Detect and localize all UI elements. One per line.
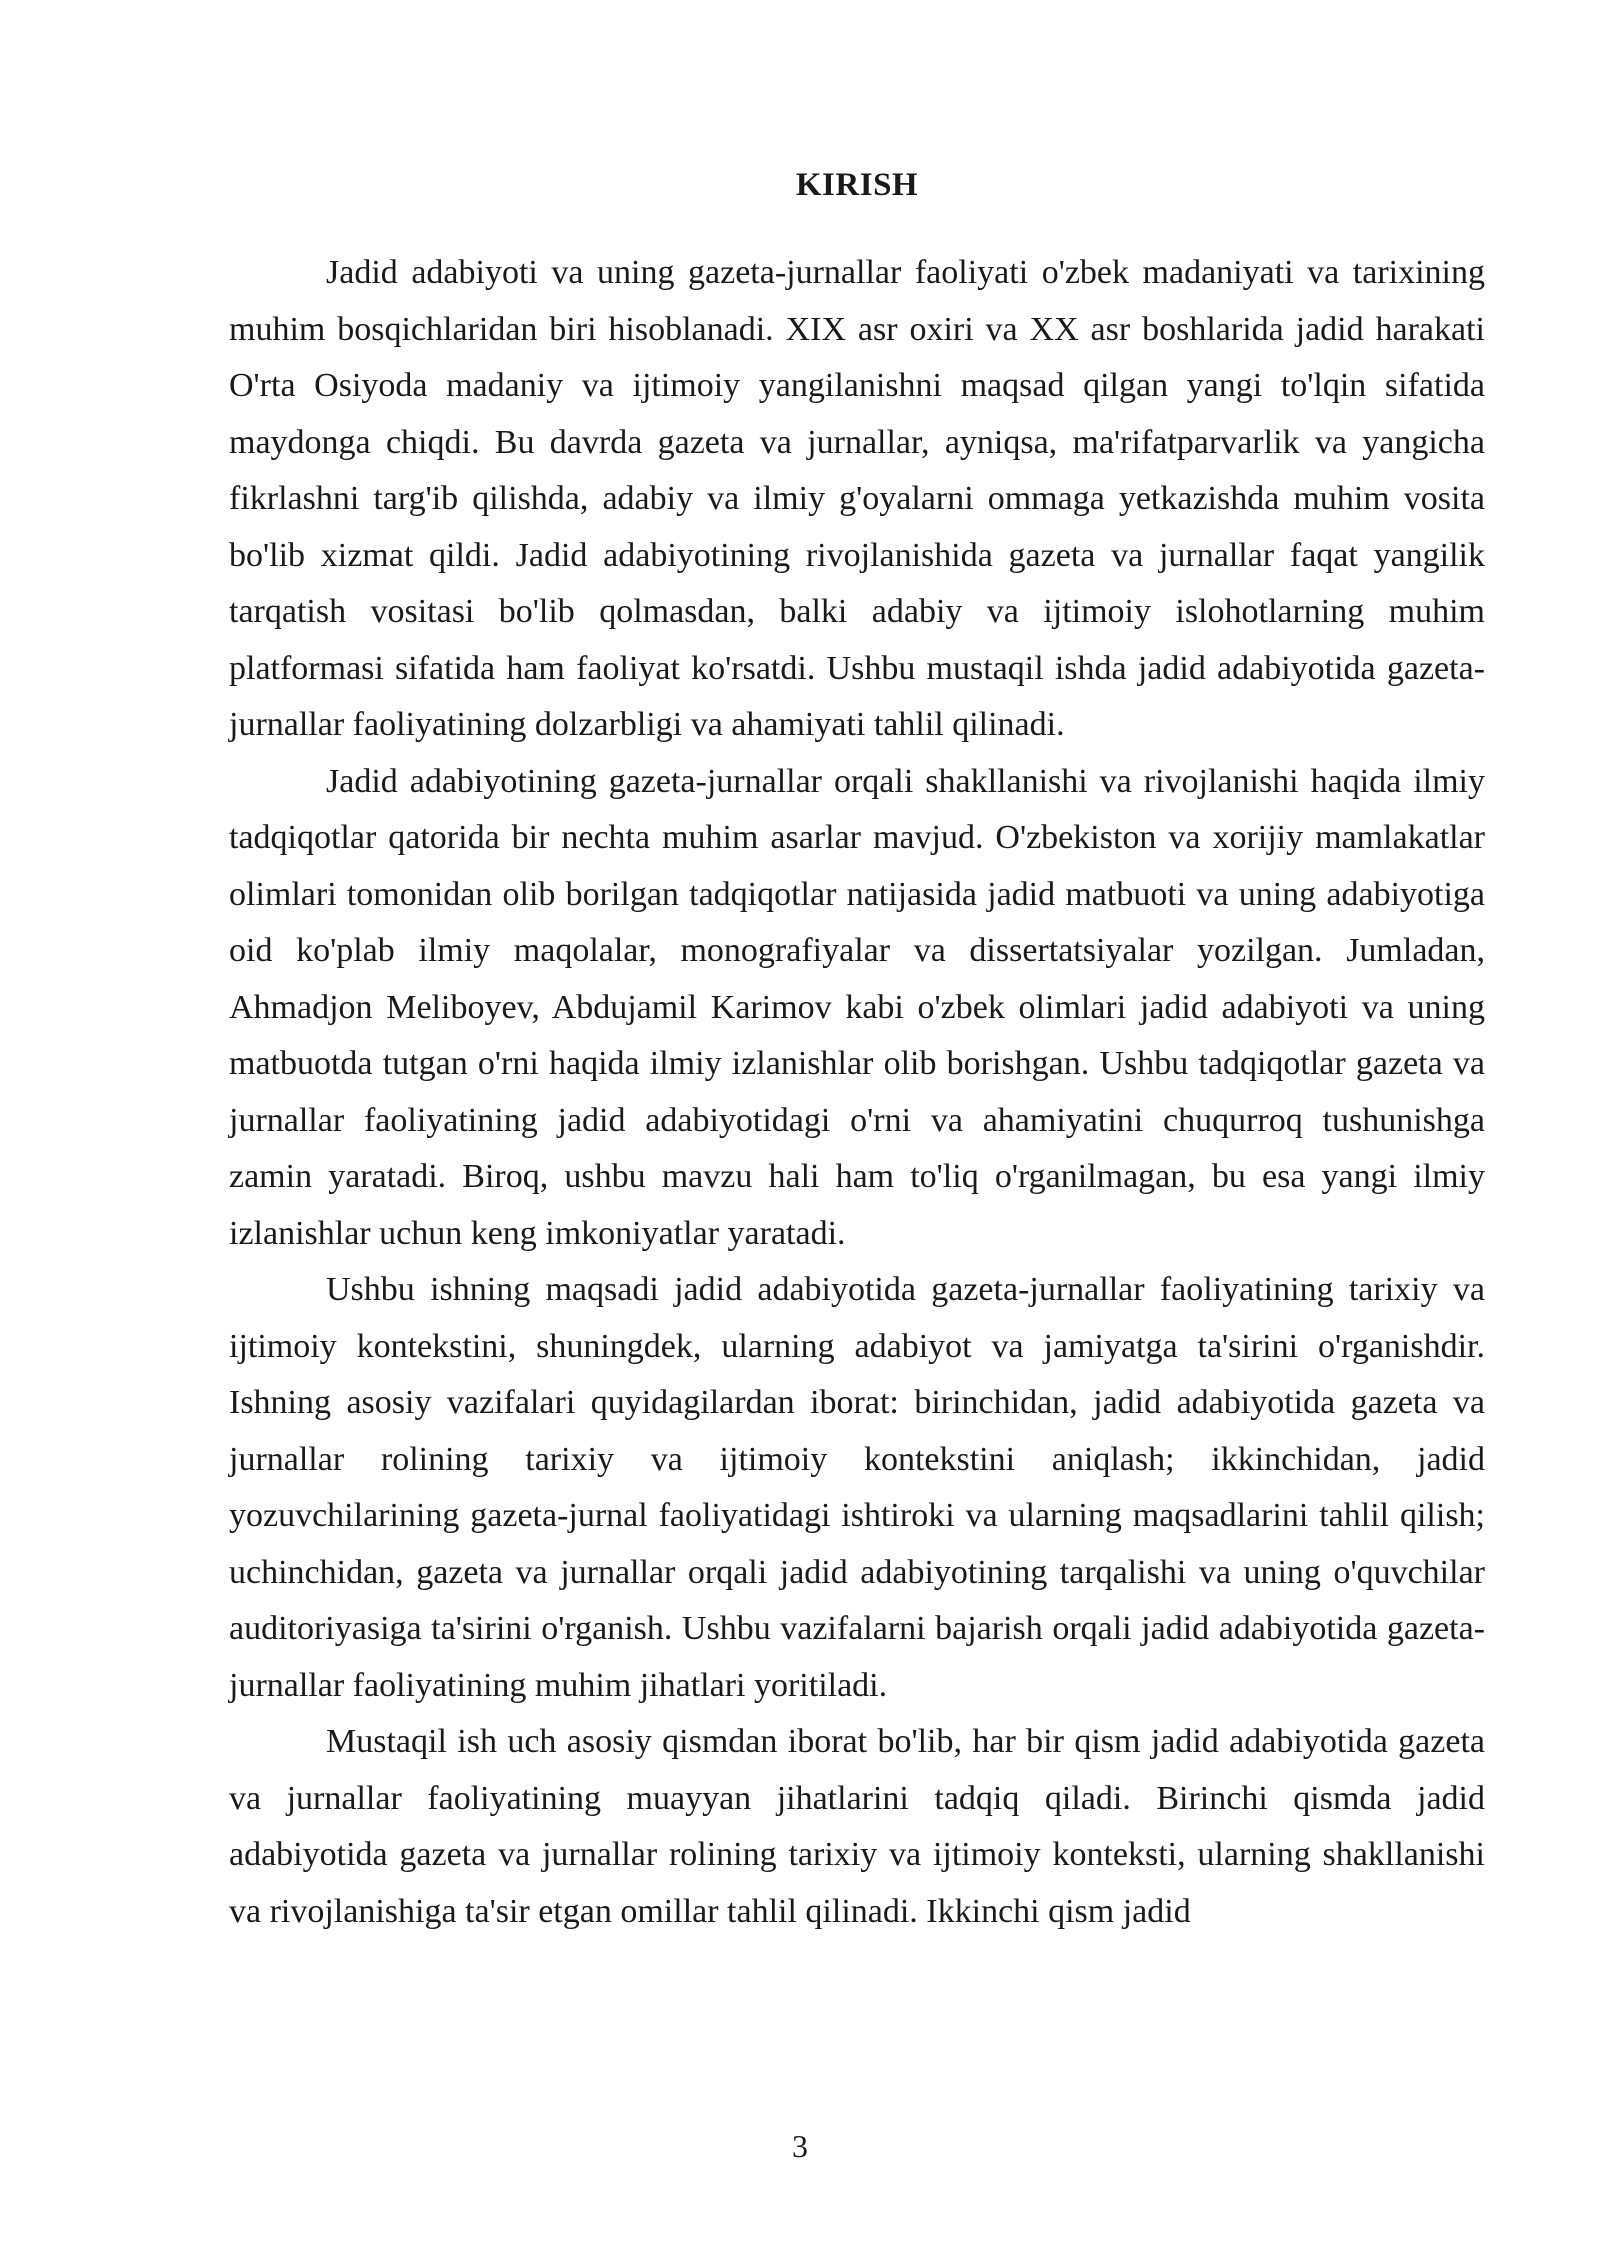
paragraph-structure: Mustaqil ish uch asosiy qismdan iborat bo'lib, har bir qism jadid adabiyotida gazeta va jurnallar faoliyatining muayyan jihatlarini tadqiq qiladi. Birinchi qismda jadid adabiyotida gazeta va jurnallar rolining tarixiy va ijtimoiy konteksti, ularning shakllanishi va rivojlanishiga ta'sir etgan omillar tahlil qilinadi. Ikkinchi qism jadid <box>229 1723 1485 1930</box>
page-number: 3 <box>792 2128 808 2164</box>
page-content <box>229 165 1485 1940</box>
section-title: KIRISH <box>795 167 919 203</box>
paragraph-goals: Ushbu ishning maqsadi jadid adabiyotida gazeta-jurnallar faoliyatining tarixiy va ijtimoiy kontekstini, shuningdek, ularning adabiyot va jamiyatga ta'sirini o'rganishdir. Ishning asosiy vazifalari quyidagilardan iborat: birinchidan, jadid adabiyotida gazeta va jurnallar rolining tarixiy va ijtimoiy kontekstini aniqlash; ikkinchidan, jadid yozuvchilarining gazeta-jurnal faoliyatidagi ishtiroki va ularning maqsadlarini tahlil qilish; uchinchidan, gazeta va jurnallar orqali jadid adabiyotining tarqalishi va uning o'quvchilar auditoriyasiga ta'sirini o'rganish. Ushbu vazifalarni bajarish orqali jadid adabiyotida gazeta-jurnallar faoliyatining muhim jihatlari yoritiladi. <box>229 1271 1485 1704</box>
paragraph-intro: Jadid adabiyoti va uning gazeta-jurnallar faoliyati o'zbek madaniyati va tarixining muhim bosqichlaridan biri hisoblanadi. XIX asr oxiri va XX asr boshlarida jadid harakati O'rta Osiyoda madaniy va ijtimoiy yangilanishni maqsad qilgan yangi to'lqin sifatida maydonga chiqdi. Bu davrda gazeta va jurnallar, ayniqsa, ma'rifatparvarlik va yangicha fikrlashni targ'ib qilishda, adabiy va ilmiy g'oyalarni ommaga yetkazishda muhim vosita bo'lib xizmat qildi. Jadid adabiyotining rivojlanishida gazeta va jurnallar faqat yangilik tarqatish vositasi bo'lib qolmasdan, balki adabiy va ijtimoiy islohotlarning muhim platformasi sifatida ham faoliyat ko'rsatdi. Ushbu mustaqil ishda jadid adabiyotida gazeta-jurnallar faoliyatining dolzarbligi va ahamiyati tahlil qilinadi. <box>229 254 1485 743</box>
paragraph-research-review: Jadid adabiyotining gazeta-jurnallar orqali shakllanishi va rivojlanishi haqida ilmiy tadqiqotlar qatorida bir nechta muhim asarlar mavjud. O'zbekiston va xorijiy mamlakatlar olimlari tomonidan olib borilgan tadqiqotlar natijasida jadid matbuoti va uning adabiyotiga oid ko'plab ilmiy maqolalar, monografiyalar va dissertatsiyalar yozilgan. Jumladan, Ahmadjon Meliboyev, Abdujamil Karimov kabi o'zbek olimlari jadid adabiyoti va uning matbuotda tutgan o'rni haqida ilmiy izlanishlar olib borishgan. Ushbu tadqiqotlar gazeta va jurnallar faoliyatining jadid adabiyotidagi o'rni va ahamiyatini chuqurroq tushunishga zamin yaratadi. Biroq, ushbu mavzu hali ham to'liq o'rganilmagan, bu esa yangi ilmiy izlanishlar uchun keng imkoniyatlar yaratadi. <box>229 762 1485 1252</box>
